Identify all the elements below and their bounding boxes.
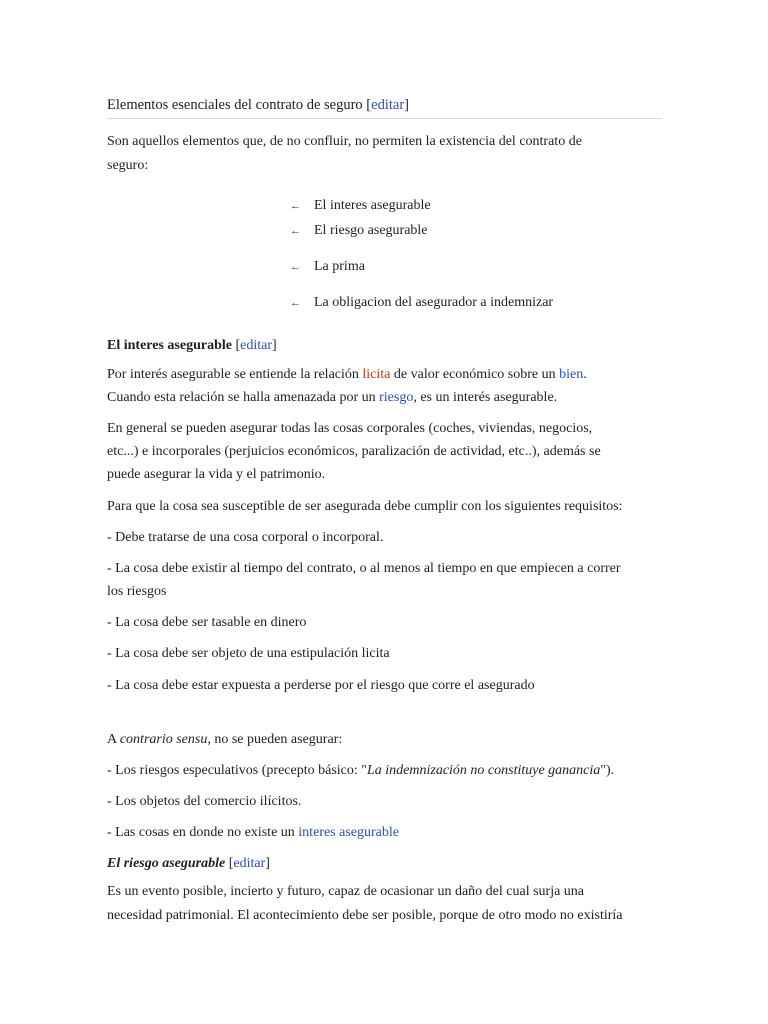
bracket-close: ] bbox=[265, 856, 270, 871]
bracket-close: ] bbox=[272, 338, 277, 353]
list-item bbox=[290, 223, 428, 239]
text-span: . bbox=[583, 367, 587, 382]
exclusion-item bbox=[107, 763, 614, 779]
paragraph-line: necesidad patrimonial. El acontecimiento debe ser posible, porque de otro modo no existiría bbox=[107, 908, 623, 923]
requirement-item: - Debe tratarse de una cosa corporal o incorporal. bbox=[107, 530, 384, 545]
text-span: A bbox=[107, 732, 120, 747]
bracket-open: [ bbox=[235, 338, 241, 353]
text-span: Cuando esta relación se halla amenazada por un bbox=[107, 390, 380, 405]
exclusion-item bbox=[107, 825, 399, 841]
italic-text: contrario sensu bbox=[119, 732, 208, 747]
paragraph-line: etc...) e incorporales (perjuicios económicos, paralización de actividad, etc..), además se bbox=[107, 444, 601, 459]
bracket-open: [ bbox=[228, 856, 234, 871]
text-span: Por interés asegurable se entiende la relación bbox=[107, 367, 363, 382]
intro-paragraph-line: seguro: bbox=[107, 158, 149, 173]
bien-link[interactable]: bien bbox=[559, 367, 584, 382]
text-span: - Las cosas en donde no existe un bbox=[107, 825, 299, 840]
text-span: , es un interés asegurable. bbox=[413, 390, 558, 405]
section-heading-interes bbox=[107, 338, 277, 354]
intro-paragraph-line: Son aquellos elementos que, de no confluir, no permiten la existencia del contrato de bbox=[107, 134, 582, 149]
edit-link[interactable]: editar bbox=[233, 856, 266, 871]
heading-title: El interes asegurable bbox=[107, 338, 232, 353]
list-item bbox=[290, 295, 553, 311]
list-item bbox=[290, 259, 365, 275]
requirement-item: los riesgos bbox=[107, 584, 167, 599]
text-span: , no se pueden asegurar: bbox=[207, 732, 343, 747]
section-heading-elementos bbox=[107, 97, 662, 119]
left-arrow-icon: ← bbox=[290, 225, 301, 237]
section-heading-riesgo bbox=[107, 856, 270, 872]
text-span: "). bbox=[600, 763, 615, 778]
bracket-open: [ bbox=[366, 97, 372, 113]
italic-text: La indemnización no constituye ganancia bbox=[366, 763, 601, 778]
requirement-item: - La cosa debe ser objeto de una estipulación licita bbox=[107, 646, 390, 661]
list-item bbox=[290, 198, 431, 214]
interes-asegurable-link[interactable]: interes asegurable bbox=[298, 825, 399, 840]
paragraph-line bbox=[107, 367, 587, 383]
exclusion-item: - Los objetos del comercio ilícitos. bbox=[107, 794, 302, 809]
list-item-label: La obligacion del asegurador a indemnizar bbox=[314, 295, 554, 310]
bracket-close: ] bbox=[404, 97, 409, 113]
list-item-label: El riesgo asegurable bbox=[314, 223, 428, 238]
list-item-label: La prima bbox=[314, 259, 365, 274]
text-span: - Los riesgos especulativos (precepto básico: " bbox=[107, 763, 367, 778]
edit-link[interactable]: editar bbox=[240, 338, 273, 353]
paragraph-line: puede asegurar la vida y el patrimonio. bbox=[107, 467, 326, 482]
paragraph-line bbox=[107, 390, 557, 406]
left-arrow-icon: ← bbox=[290, 297, 301, 309]
heading-title: Elementos esenciales del contrato de seguro bbox=[107, 97, 363, 113]
paragraph-line bbox=[107, 732, 342, 748]
licita-link[interactable]: licita bbox=[362, 367, 391, 382]
heading-title: El riesgo asegurable bbox=[107, 856, 226, 871]
requirement-item: - La cosa debe estar expuesta a perderse por el riesgo que corre el asegurado bbox=[107, 678, 535, 693]
requirement-item: - La cosa debe existir al tiempo del contrato, o al menos al tiempo en que empiecen a correr bbox=[107, 561, 621, 576]
paragraph-line: Es un evento posible, incierto y futuro, capaz de ocasionar un daño del cual surja una bbox=[107, 884, 585, 899]
requirement-item: - La cosa debe ser tasable en dinero bbox=[107, 615, 307, 630]
paragraph-line: En general se pueden asegurar todas las cosas corporales (coches, viviendas, negocios, bbox=[107, 421, 593, 436]
paragraph-line: Para que la cosa sea susceptible de ser asegurada debe cumplir con los siguientes requisitos: bbox=[107, 499, 623, 514]
text-span: de valor económico sobre un bbox=[390, 367, 560, 382]
left-arrow-icon: ← bbox=[290, 261, 301, 273]
list-item-label: El interes asegurable bbox=[314, 198, 431, 213]
edit-link[interactable]: editar bbox=[371, 97, 405, 113]
left-arrow-icon: ← bbox=[290, 200, 301, 212]
riesgo-link[interactable]: riesgo bbox=[379, 390, 414, 405]
